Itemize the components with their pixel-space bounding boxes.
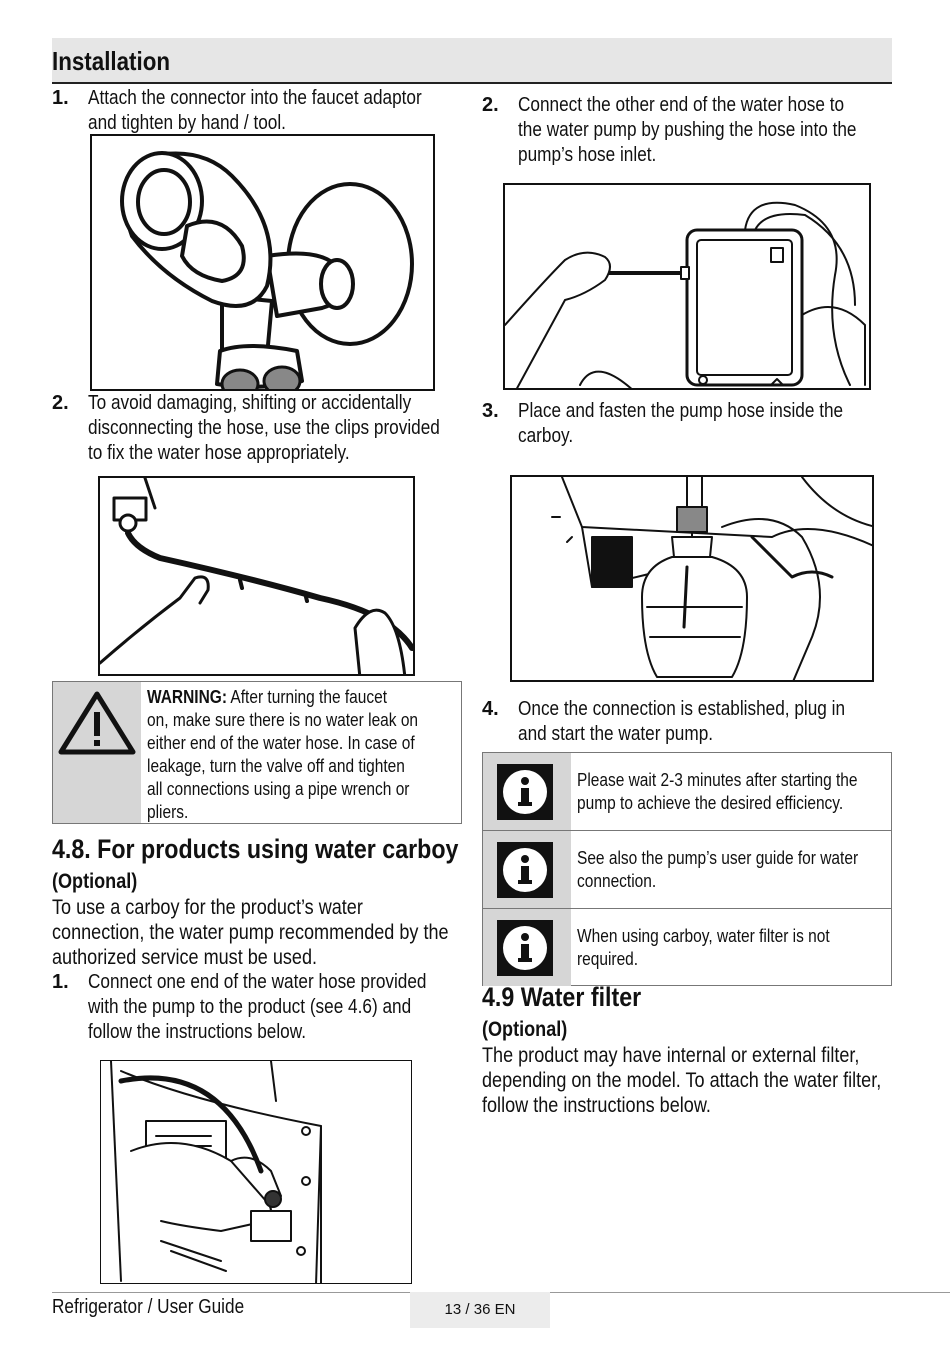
step-text-line: follow the instructions below. bbox=[88, 1021, 306, 1043]
step-text-line: and start the water pump. bbox=[518, 723, 714, 745]
footer-document-title: Refrigerator / User Guide bbox=[52, 1296, 245, 1318]
step-number: 4. bbox=[482, 698, 499, 720]
info-text-line: See also the pump’s user guide for water bbox=[577, 848, 859, 868]
step-number: 1. bbox=[52, 971, 69, 993]
carboy-hose-illustration bbox=[510, 475, 874, 682]
step-text-line: disconnecting the hose, use the clips provided bbox=[88, 417, 440, 439]
step-text-line: pump’s hose inlet. bbox=[518, 144, 657, 166]
step-text-line: the water pump by pushing the hose into the bbox=[518, 119, 857, 141]
warning-triangle-icon bbox=[53, 682, 141, 823]
step-text-line: Place and fasten the pump hose inside the bbox=[518, 400, 844, 422]
info-note bbox=[483, 831, 891, 909]
footer-page-number: 13 / 36 EN bbox=[410, 1292, 550, 1328]
step-text-line: to fix the water hose appropriately. bbox=[88, 442, 350, 464]
info-icon bbox=[497, 920, 553, 976]
info-note bbox=[483, 753, 891, 831]
step-text-line: To avoid damaging, shifting or accidentally bbox=[88, 392, 412, 414]
step-text-line: Once the connection is established, plug in bbox=[518, 698, 846, 720]
hose-clips-illustration bbox=[98, 476, 415, 676]
left-step-1 bbox=[52, 86, 452, 136]
info-icon bbox=[497, 764, 553, 820]
info-note bbox=[483, 909, 891, 986]
step-number: 2. bbox=[482, 94, 499, 116]
warning-label: WARNING: bbox=[147, 687, 227, 707]
info-text-line: Please wait 2-3 minutes after starting the bbox=[577, 770, 858, 790]
step-text-line: Connect the other end of the water hose to bbox=[518, 94, 845, 116]
step-text-line: Connect one end of the water hose provided bbox=[88, 971, 427, 993]
optional-label: (Optional) bbox=[52, 870, 138, 893]
info-text-line: required. bbox=[577, 949, 639, 969]
left-step-2 bbox=[52, 391, 462, 466]
step-text-line: carboy. bbox=[518, 425, 574, 447]
info-notes-table bbox=[482, 752, 892, 986]
info-text-line: pump to achieve the desired efficiency. bbox=[577, 793, 844, 813]
step-text-line: with the pump to the product (see 4.6) and bbox=[88, 996, 412, 1018]
section-paragraph: To use a carboy for the product’s water connection, the water pump recommended by the authorized service must be used. bbox=[52, 896, 449, 969]
page-header bbox=[52, 38, 892, 84]
info-text-line: When using carboy, water filter is not bbox=[577, 926, 830, 946]
step-number: 2. bbox=[52, 392, 69, 414]
faucet-adaptor-illustration bbox=[90, 134, 435, 391]
step-number: 1. bbox=[52, 87, 69, 109]
warning-text: WARNING: After turning the faucet on, make sure there is no water leak on either end of the water hose. In case of leakage, turn the valve off and tighten all connections using a pipe wrench or pliers. bbox=[147, 687, 419, 822]
warning-box bbox=[52, 681, 462, 824]
right-step-4 bbox=[482, 697, 892, 747]
right-step-2 bbox=[482, 93, 892, 168]
section-heading-4-8: 4.8. For products using water carboy bbox=[52, 834, 459, 864]
step-number: 3. bbox=[482, 400, 499, 422]
step-text-line: Attach the connector into the faucet adaptor bbox=[88, 87, 422, 109]
page-title: Installation bbox=[52, 46, 171, 76]
info-icon bbox=[497, 842, 553, 898]
pump-hose-inlet-illustration bbox=[503, 183, 871, 390]
right-step-3 bbox=[482, 399, 892, 449]
optional-label: (Optional) bbox=[482, 1018, 568, 1041]
info-text-line: connection. bbox=[577, 871, 657, 891]
product-connection-illustration bbox=[100, 1060, 412, 1284]
section-heading-4-9: 4.9 Water filter bbox=[482, 982, 642, 1012]
section-paragraph: The product may have internal or external filter, depending on the model. To attach the water filter, follow the instructions below. bbox=[482, 1044, 882, 1117]
step-text-line: and tighten by hand / tool. bbox=[88, 112, 286, 134]
left-step-1b bbox=[52, 970, 462, 1045]
